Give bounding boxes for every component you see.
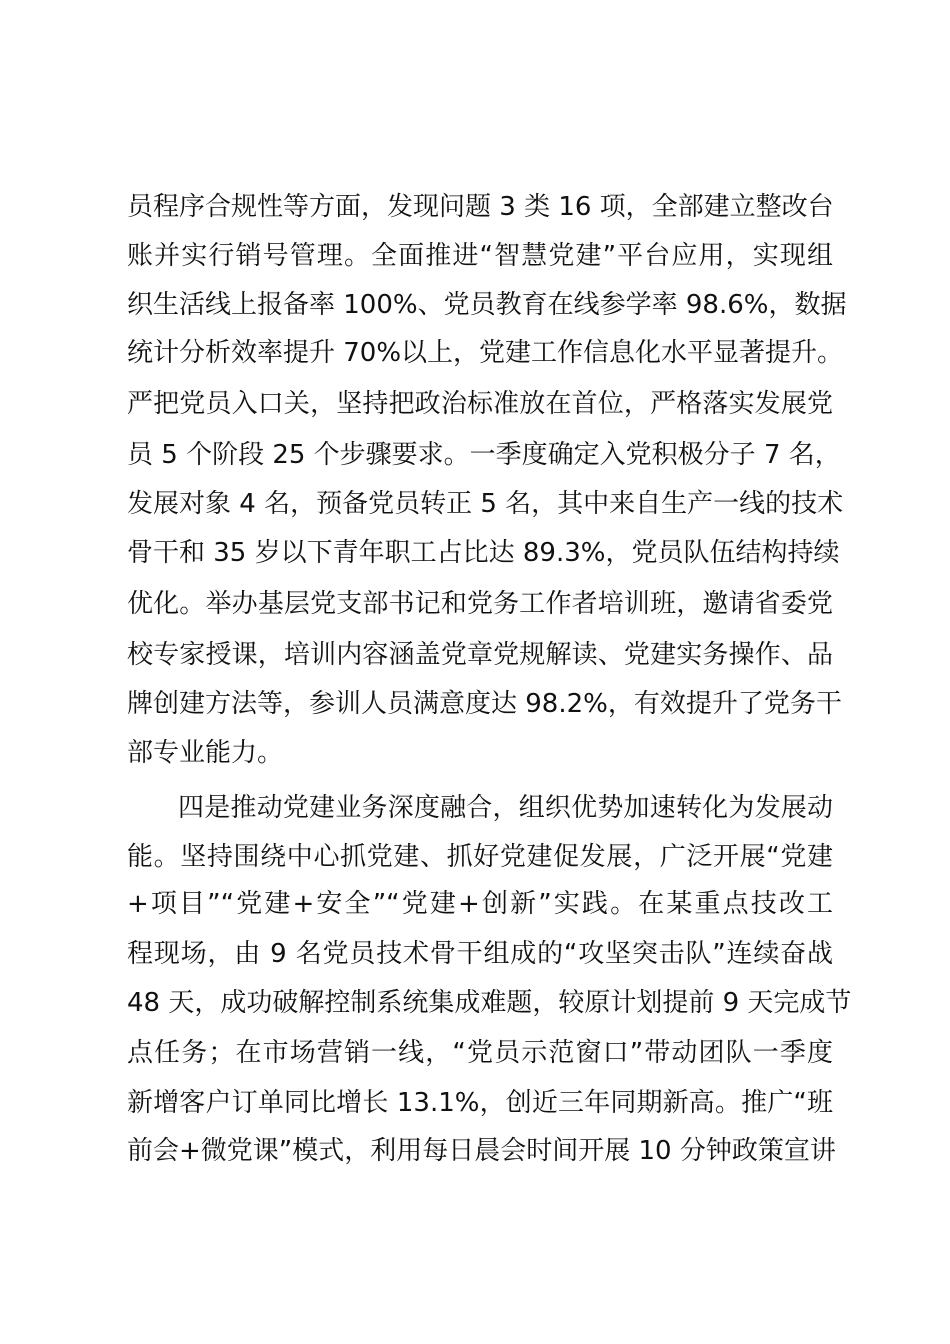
text-line: 统计分析效率提升 70%以上，党建工作信息化水平显著提升。	[127, 338, 844, 368]
text-line: 织生活线上报备率 100%、党员教育在线参学率 98.6%，数据	[127, 290, 847, 320]
text-line: 新增客户订单同比增长 13.1%，创近三年同期新高。推广“班	[127, 1088, 833, 1118]
text-line: 校专家授课，培训内容涵盖党章党规解读、党建实务操作、品	[127, 640, 833, 670]
text-line: 48 天，成功破解控制系统集成难题，较原计划提前 9 天完成节	[127, 988, 852, 1018]
text-line: 员程序合规性等方面，发现问题 3 类 16 项，全部建立整改台	[127, 192, 834, 222]
text-line: 发展对象 4 名，预备党员转正 5 名，其中来自生产一线的技术	[127, 489, 844, 519]
text-line: 严把党员入口关，坚持把政治标准放在首位，严格落实发展党	[127, 389, 833, 419]
text-line: 前会+微党课”模式，利用每日晨会时间开展 10 分钟政策宣讲	[127, 1136, 836, 1166]
text-line: 优化。举办基层党支部书记和党务工作者培训班，邀请省委党	[127, 589, 833, 619]
text-line: 员 5 个阶段 25 个步骤要求。一季度确定入党积极分子 7 名，	[127, 440, 841, 470]
text-line: 牌创建方法等，参训人员满意度达 98.2%，有效提升了党务干	[127, 689, 842, 719]
text-line: 部专业能力。	[127, 738, 284, 768]
text-line: +项目”“党建+安全”“党建+创新”实践。在某重点技改工	[127, 889, 833, 919]
paragraph-first-line: 四是推动党建业务深度融合，组织优势加速转化为发展动	[178, 793, 833, 823]
text-line: 点任务；在市场营销一线，“党员示范窗口”带动团队一季度	[127, 1038, 833, 1068]
text-line: 能。坚持围绕中心抓党建、抓好党建促发展，广泛开展“党建	[127, 842, 833, 872]
text-line: 程现场，由 9 名党员技术骨干组成的“攻坚突击队”连续奋战	[127, 939, 833, 969]
text-line: 骨干和 35 岁以下青年职工占比达 89.3%，党员队伍结构持续	[127, 538, 840, 568]
text-line: 账并实行销号管理。全面推进“智慧党建”平台应用，实现组	[127, 241, 833, 271]
